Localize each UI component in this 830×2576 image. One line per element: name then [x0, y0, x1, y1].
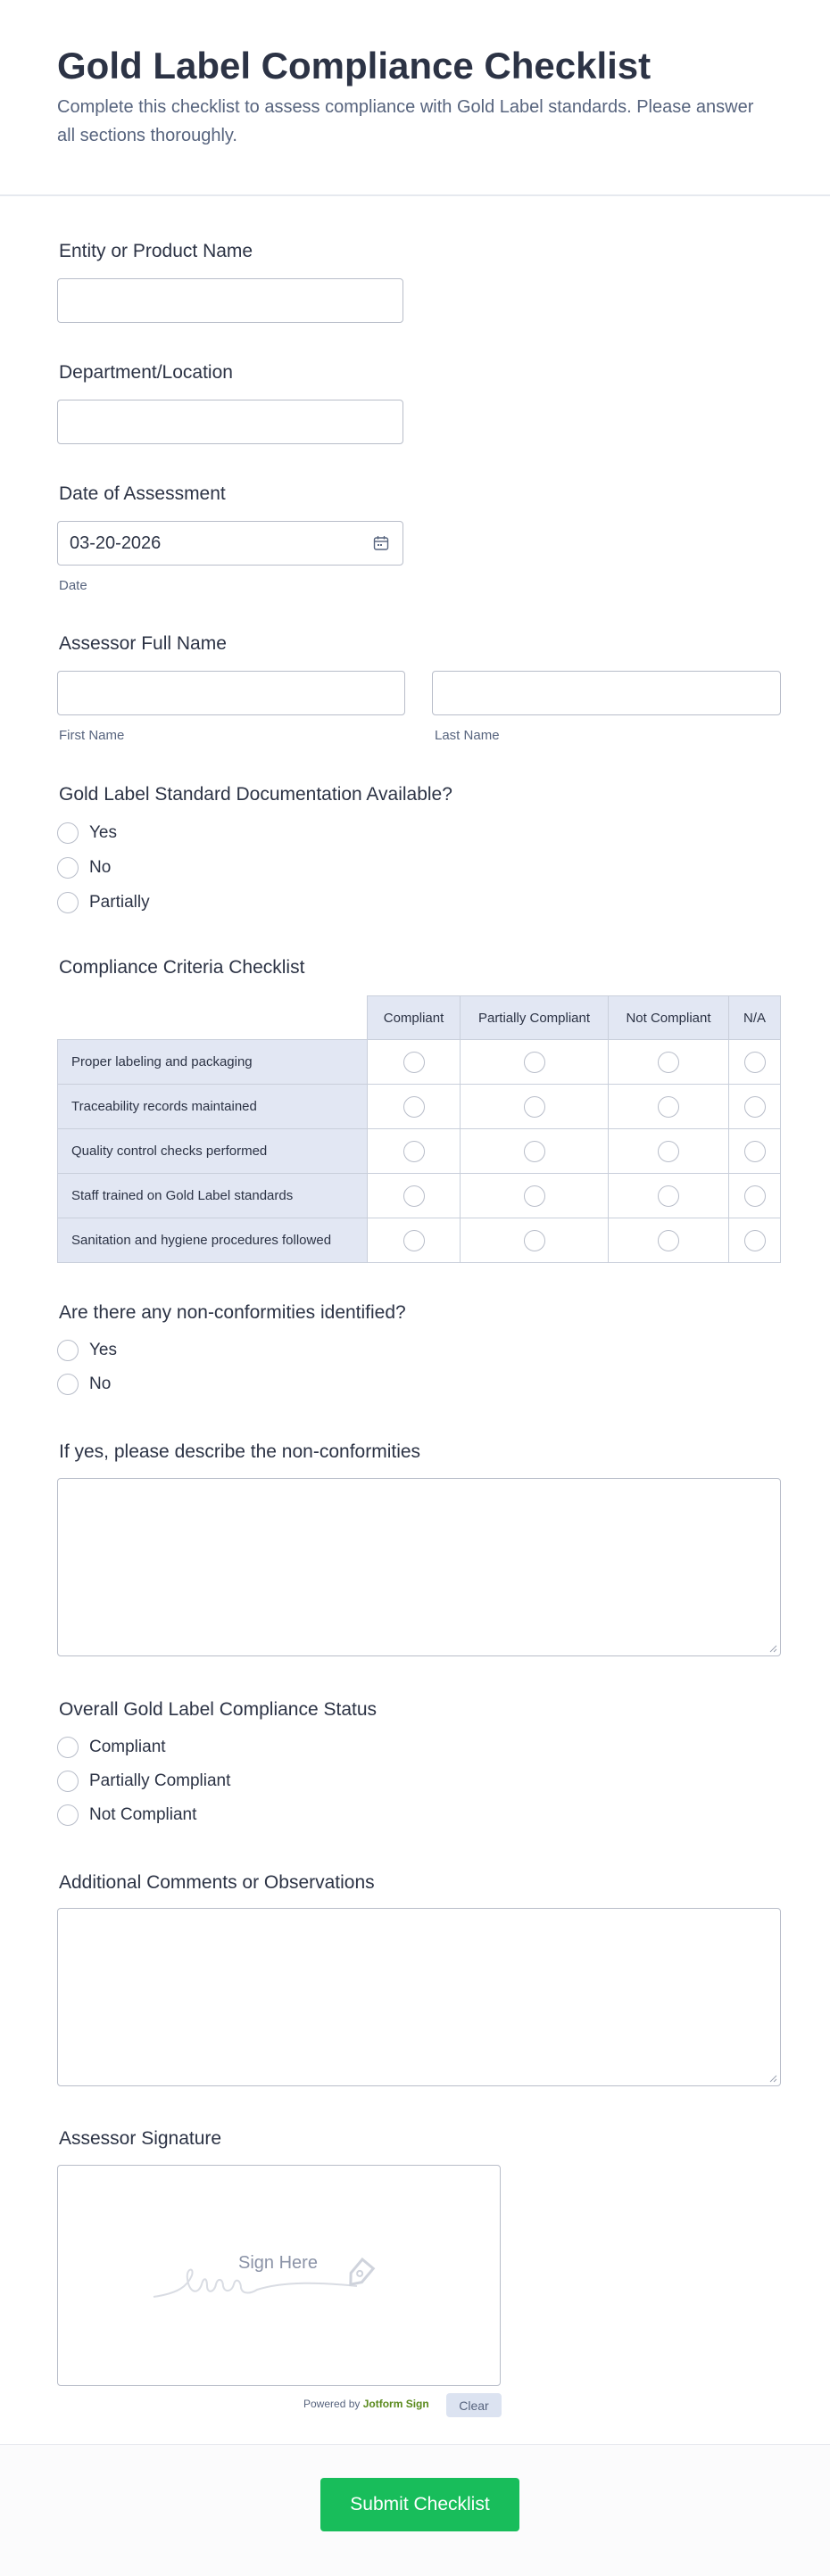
clear-signature-button[interactable]: Clear [446, 2393, 502, 2417]
matrix-cell[interactable] [728, 1218, 781, 1263]
form-subtitle: Complete this checklist to assess compliance with Gold Label standards. Please answer all sections thoroughly. [57, 97, 754, 145]
radio-button[interactable] [403, 1052, 425, 1073]
radio-button[interactable] [524, 1096, 545, 1118]
nonconformities-options [57, 1337, 117, 1398]
date-sublabel: Date [59, 578, 87, 593]
matrix-cell[interactable] [728, 1173, 781, 1218]
radio-button[interactable] [744, 1185, 766, 1207]
documentation-option-yes[interactable]: Yes [57, 820, 150, 846]
matrix-row-label: Traceability records maintained [57, 1084, 368, 1129]
nonconformity-description-label: If yes, please describe the non-conformities [59, 1441, 421, 1462]
matrix-cell[interactable] [460, 1128, 609, 1174]
signature-placeholder: Sign Here [238, 2253, 318, 2273]
radio-button[interactable] [744, 1230, 766, 1251]
radio-button[interactable] [658, 1230, 679, 1251]
radio-button[interactable] [744, 1052, 766, 1073]
entity-input[interactable] [57, 278, 403, 323]
submit-button[interactable]: Submit Checklist [320, 2478, 519, 2531]
first-name-input[interactable] [57, 671, 405, 715]
jotform-sign-logo: Jotform Sign [362, 2398, 429, 2410]
matrix-cell[interactable] [460, 1039, 609, 1085]
form-title: Gold Label Compliance Checklist [57, 45, 652, 87]
radio-button[interactable] [57, 1737, 79, 1758]
department-label: Department/Location [59, 362, 233, 383]
radio-button[interactable] [658, 1096, 679, 1118]
radio-button[interactable] [57, 1374, 79, 1395]
radio-button[interactable] [57, 1804, 79, 1826]
overall-status-options [57, 1734, 230, 1829]
matrix-cell[interactable] [728, 1084, 781, 1129]
radio-button[interactable] [403, 1096, 425, 1118]
comments-textarea[interactable] [57, 1908, 781, 2086]
matrix-cell[interactable] [608, 1128, 729, 1174]
powered-by-text: Powered by Jotform Sign [303, 2398, 429, 2410]
radio-button[interactable] [524, 1185, 545, 1207]
radio-button[interactable] [57, 1340, 79, 1361]
matrix-cell[interactable] [608, 1173, 729, 1218]
resize-handle-icon[interactable] [768, 1644, 777, 1653]
matrix-cell[interactable] [460, 1173, 609, 1218]
matrix-cell[interactable] [608, 1039, 729, 1085]
assessor-label: Assessor Full Name [59, 633, 227, 654]
date-label: Date of Assessment [59, 483, 226, 504]
radio-button[interactable] [57, 857, 79, 879]
matrix-column-compliant: Compliant [367, 995, 461, 1040]
last-name-sublabel: Last Name [435, 728, 500, 743]
overall-status-label: Overall Gold Label Compliance Status [59, 1699, 378, 1720]
overall-status-option-not-compliant[interactable]: Not Compliant [57, 1802, 230, 1829]
radio-button[interactable] [57, 822, 79, 844]
nonconformities-option-yes[interactable]: Yes [57, 1337, 117, 1364]
entity-label: Entity or Product Name [59, 241, 253, 261]
radio-button[interactable] [744, 1096, 766, 1118]
criteria-label: Compliance Criteria Checklist [59, 957, 305, 978]
radio-button[interactable] [744, 1141, 766, 1162]
matrix-cell[interactable] [460, 1218, 609, 1263]
documentation-label: Gold Label Standard Documentation Available? [59, 784, 452, 805]
documentation-option-partially[interactable]: Partially [57, 889, 150, 916]
date-input[interactable] [57, 521, 403, 566]
radio-button[interactable] [524, 1052, 545, 1073]
matrix-row-label: Quality control checks performed [57, 1128, 368, 1174]
last-name-input[interactable] [432, 671, 781, 715]
documentation-option-no[interactable]: No [57, 855, 150, 881]
matrix-cell[interactable] [367, 1128, 461, 1174]
matrix-column-partially-compliant: Partially Compliant [460, 995, 609, 1040]
matrix-cell[interactable] [728, 1128, 781, 1174]
matrix-cell[interactable] [608, 1218, 729, 1263]
radio-button[interactable] [658, 1185, 679, 1207]
nonconformities-option-no[interactable]: No [57, 1371, 117, 1398]
radio-button[interactable] [57, 1771, 79, 1792]
resize-handle-icon[interactable] [768, 2074, 777, 2083]
matrix-row-label: Staff trained on Gold Label standards [57, 1173, 368, 1218]
matrix-cell[interactable] [367, 1218, 461, 1263]
first-name-sublabel: First Name [59, 728, 125, 743]
radio-button[interactable] [403, 1230, 425, 1251]
matrix-row-label: Sanitation and hygiene procedures followed [57, 1218, 368, 1263]
radio-button[interactable] [524, 1230, 545, 1251]
calendar-icon[interactable] [372, 534, 390, 552]
date-value: 03-20-2026 [70, 533, 162, 553]
matrix-cell[interactable] [367, 1039, 461, 1085]
matrix-cell[interactable] [367, 1084, 461, 1129]
radio-button[interactable] [57, 892, 79, 913]
matrix-cell[interactable] [608, 1084, 729, 1129]
radio-button[interactable] [403, 1185, 425, 1207]
department-input[interactable] [57, 400, 403, 444]
radio-button[interactable] [658, 1052, 679, 1073]
signature-pad[interactable] [57, 2165, 501, 2386]
documentation-options [57, 820, 150, 916]
overall-status-option-partially-compliant[interactable]: Partially Compliant [57, 1768, 230, 1795]
nonconformities-label: Are there any non-conformities identified? [59, 1302, 406, 1323]
signature-label: Assessor Signature [59, 2128, 222, 2149]
overall-status-option-compliant[interactable]: Compliant [57, 1734, 230, 1761]
matrix-column-na: N/A [728, 995, 781, 1040]
matrix-cell[interactable] [728, 1039, 781, 1085]
nonconformity-description-textarea[interactable] [57, 1478, 781, 1656]
radio-button[interactable] [403, 1141, 425, 1162]
matrix-cell[interactable] [460, 1084, 609, 1129]
radio-button[interactable] [658, 1141, 679, 1162]
comments-label: Additional Comments or Observations [59, 1872, 375, 1893]
matrix-cell[interactable] [367, 1173, 461, 1218]
matrix-row-label: Proper labeling and packaging [57, 1039, 368, 1085]
matrix-column-not-compliant: Not Compliant [608, 995, 729, 1040]
radio-button[interactable] [524, 1141, 545, 1162]
